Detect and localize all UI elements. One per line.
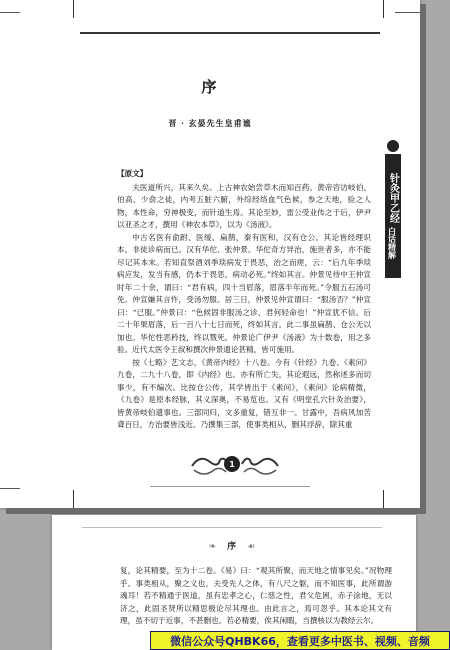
- side-tab-subtitle: 白话精解: [387, 227, 398, 259]
- header-rule: [80, 32, 380, 34]
- tab-dot-icon: [387, 140, 399, 152]
- paragraph: 夫医道所兴，其来久矣。上古神农始尝草木而知百药。黄帝咨访岐伯、伯高、少俞之徒，内考五脏六腑，外综经络血气色候，参之天地，验之人物，本性命，穷神极变，而针道生焉。其论至妙，雷公受业传之于后，伊尹以亚圣之才，撰用《神农本草》，以为《汤液》。: [117, 182, 371, 229]
- page-shadow: [6, 508, 426, 514]
- header-rule: [82, 527, 382, 528]
- crop-mark: [0, 488, 20, 489]
- paragraph: 按《七略》艺文志，《黄帝内经》十八卷。今有《针经》九卷、《素问》九卷，二九十八卷，即《内经》也。亦有所亡失，其论遐远，然称述多而切事少，有不编次。比按仓公传，其学皆出于《素问》，《素问》论病精微，《九卷》是原本经脉，其义深奥，不易览也。又有《明堂孔穴针灸治要》，皆黄帝岐伯遗事也。三部同归，文多重复，错互非一。甘露中，吾病风加苦聋百日，方治要皆浅近。乃撰集三部，使事类相从，删其浮辞，除其重: [117, 357, 371, 429]
- crop-mark: [395, 12, 420, 13]
- side-tab-title: 针灸甲乙经: [387, 173, 399, 223]
- crop-mark: [73, 490, 74, 508]
- crop-mark: [383, 490, 384, 508]
- chapter-side-tab: [383, 140, 403, 280]
- body-text: [120, 565, 392, 628]
- page-number: 1: [224, 456, 240, 472]
- header-ornament-icon: ❧: [208, 542, 228, 552]
- author-line: 晋 · 玄晏先生皇甫谧: [168, 118, 252, 128]
- running-header-text: 序: [227, 542, 241, 552]
- book-page-2: [52, 515, 416, 650]
- crop-mark: [0, 12, 20, 13]
- page-shadow: [420, 4, 426, 512]
- body-text: [117, 168, 371, 432]
- section-label: 【原文】: [117, 169, 148, 178]
- footer-rule: [150, 486, 310, 487]
- page-title: 序: [201, 78, 219, 96]
- crop-mark: [73, 0, 74, 18]
- side-tab-label: [385, 154, 401, 278]
- watermark-banner: 微信公众号QHBK66，查看更多中医书、视频、音频: [150, 631, 450, 650]
- paragraph: 复，论其精要，至为十二卷。《易》曰：“观其所聚，而天地之情事见矣。”况物理乎。事类相从，聚之义也。夫受先人之体，有八尺之躯，而不知医事，此所谓游魂耳！若不精通于医道，虽有忠孝之心，仁慈之性，君父危困，赤子涂地，无以济之，此固圣贤所以精思极论尽其理也。由此言之，焉可忽乎。其本论其文有理，虽不切于近事，不甚删也。若必精要，俟其闲暇，当撰核以为教经云尔。: [120, 566, 392, 625]
- crop-mark: [383, 0, 384, 18]
- header-ornament-icon: ☙: [247, 542, 260, 552]
- running-header: [52, 539, 416, 552]
- paragraph: 中古名医有俞跗、医缓、扁鹊，秦有医和，汉有仓公。其论皆经理识本，非徒诊病而已。汉有华佗、张仲景。华佗奇方异治，施世者多，亦不能尽记其本末。若知直祭酒刘季琰病发于畏恶，治之而瘥，云：“后九年季琰病应发，发当有感，仍本于畏恶，病动必死。”终如其言。仲景见侍中王仲宣时年二十余，谓曰：“君有病，四十当眉落，眉落半年而死。”令服五石汤可免。仲宣嫌其言忤，受汤勿服。居三日，仲景见仲宣谓曰：“服汤否？”仲宣曰：“已服。”仲景曰：“色候固非服汤之诊，君何轻命也！”仲宣犹不信。后二十年果眉落，后一百八十七日而死，终如其言。此二事虽扁鹊、仓公无以加也。华佗性恶矜技，终以戮死。仲景论广伊尹《汤液》为十数卷，用之多验。近代太医令王叔和撰次仲景遗论甚精，皆可施用。: [117, 232, 371, 354]
